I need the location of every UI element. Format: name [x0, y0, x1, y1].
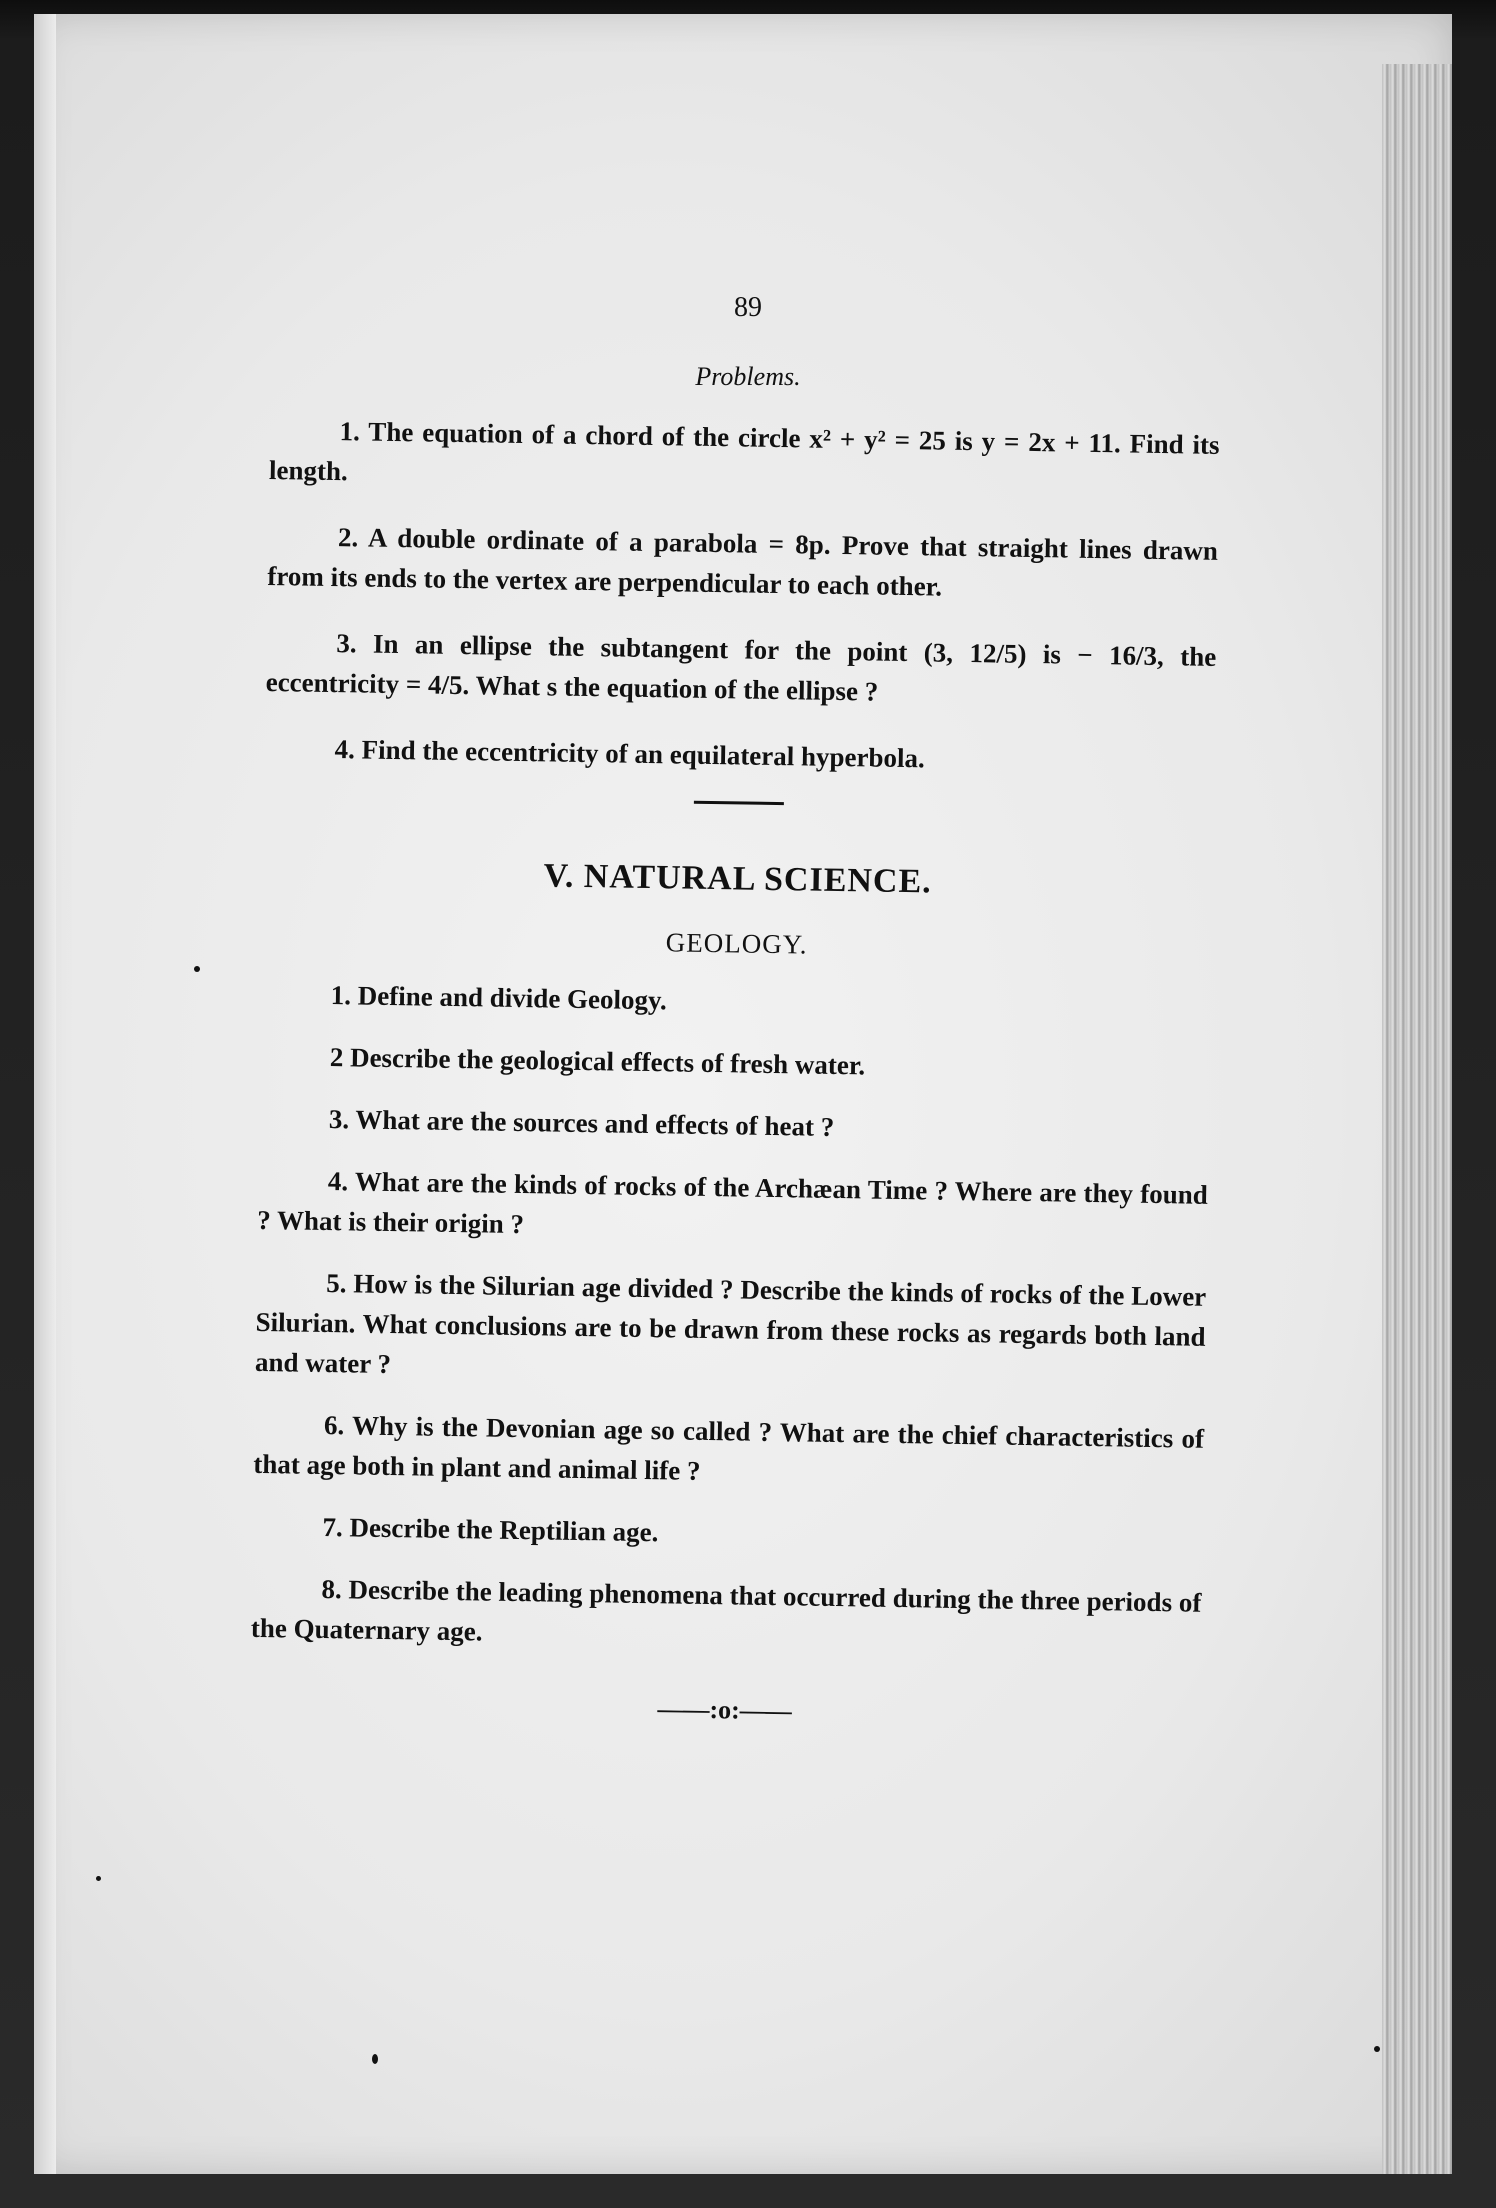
geology-questions	[251, 974, 1211, 1663]
problem-item: 2. A double ordinate of a parabola = 8p. Prove that straight lines drawn from its ends to the vertex are perpendicular to each other.	[267, 522, 1219, 602]
problem-item: 3. In an ellipse the subtangent for the point (3, 12/5) is − 16/3, the eccentricity = 4/5. What s the equation of the ellipse ?	[265, 628, 1217, 707]
geology-question: 1. Define and divide Geology.	[330, 980, 668, 1016]
problem-item: 1. The equation of a chord of the circle x² + y² = 25 is y = 2x + 11. Find its length.	[268, 416, 1220, 487]
problem-item: 4. Find the eccentricity of an equilateral hyperbola.	[334, 734, 926, 774]
geology-question: 4. What are the kinds of rocks of the Archæan Time ? Where are they found ? What is their origin ?	[257, 1166, 1209, 1240]
ink-speck	[194, 966, 200, 972]
page-content	[249, 410, 1219, 1733]
geology-question: 8. Describe the leading phenomena that occurred during the three periods of the Quaternary age.	[250, 1573, 1202, 1647]
geology-question: 2 Describe the geological effects of fresh water.	[329, 1042, 866, 1081]
page-number: 89	[734, 292, 762, 323]
ink-speck	[96, 1876, 101, 1881]
geology-question: 5. How is the Silurian age divided ? Describe the kinds of rocks of the Lower Silurian. What conclusions are to be drawn from these rocks as regards both land and water ?	[254, 1267, 1207, 1380]
section-subhead: GEOLOGY.	[665, 927, 808, 960]
section-divider	[694, 801, 784, 805]
problems-list	[264, 410, 1220, 783]
geology-question: 7. Describe the Reptilian age.	[322, 1511, 659, 1548]
ink-speck	[372, 2054, 378, 2064]
section-title: V. NATURAL SCIENCE.	[543, 857, 932, 901]
ink-speck	[1374, 2046, 1380, 2052]
page-gutter	[34, 14, 56, 2174]
running-head: Problems.	[695, 362, 801, 391]
geology-question: 3. What are the sources and effects of heat ?	[328, 1104, 835, 1142]
geology-question: 6. Why is the Devonian age so called ? What are the chief characteristics of that age both in plant and animal life ?	[253, 1409, 1205, 1486]
end-ornament: ——:o:——	[657, 1694, 793, 1726]
